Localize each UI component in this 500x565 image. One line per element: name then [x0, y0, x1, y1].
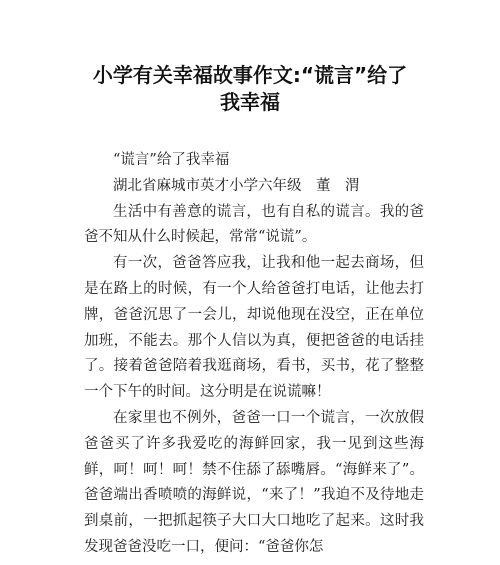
- title-line-1: 小学有关幸福故事作文:“谎言”给了: [92, 63, 408, 87]
- article-body: [84, 148, 424, 561]
- paragraph-1: 生活中有善意的谎言，也有自私的谎言。我的爸爸不知从什么时候起，常常“说谎”。: [84, 203, 424, 246]
- subtitle: “谎言”给了我幸福: [113, 152, 230, 168]
- paragraph-3: 在家里也不例外，爸爸一口一个谎言，一次放假爸爸买了许多我爱吃的海鲜回家，我一见到这些海鲜，呵！呵！呵！禁不住舔了舔嘴唇。“海鲜来了”。爸爸端出香喷喷的海鲜说，“来了！”我迫不及待地走到桌前，一把抓起筷子大口大口地吃了起来。这时我发现爸爸没吃一口，便问：“爸爸你怎: [84, 409, 424, 555]
- article-title: [0, 62, 500, 116]
- title-line-2: 我幸福: [220, 90, 280, 114]
- author-line: 湖北省麻城市英才小学六年级 董 渭: [113, 177, 360, 194]
- paragraph-2: 有一次，爸爸答应我，让我和他一起去商场，但是在路上的时候，有一个人给爸爸打电话，让他去打牌，爸爸沉思了一会儿，却说他现在没空，正在单位加班，不能去。那个人信以为真，便把爸爸的电话挂了。接着爸爸陪着我逛商场，看书，买书，花了整整一个下午的时间。这分明是在说谎嘛！: [84, 255, 424, 401]
